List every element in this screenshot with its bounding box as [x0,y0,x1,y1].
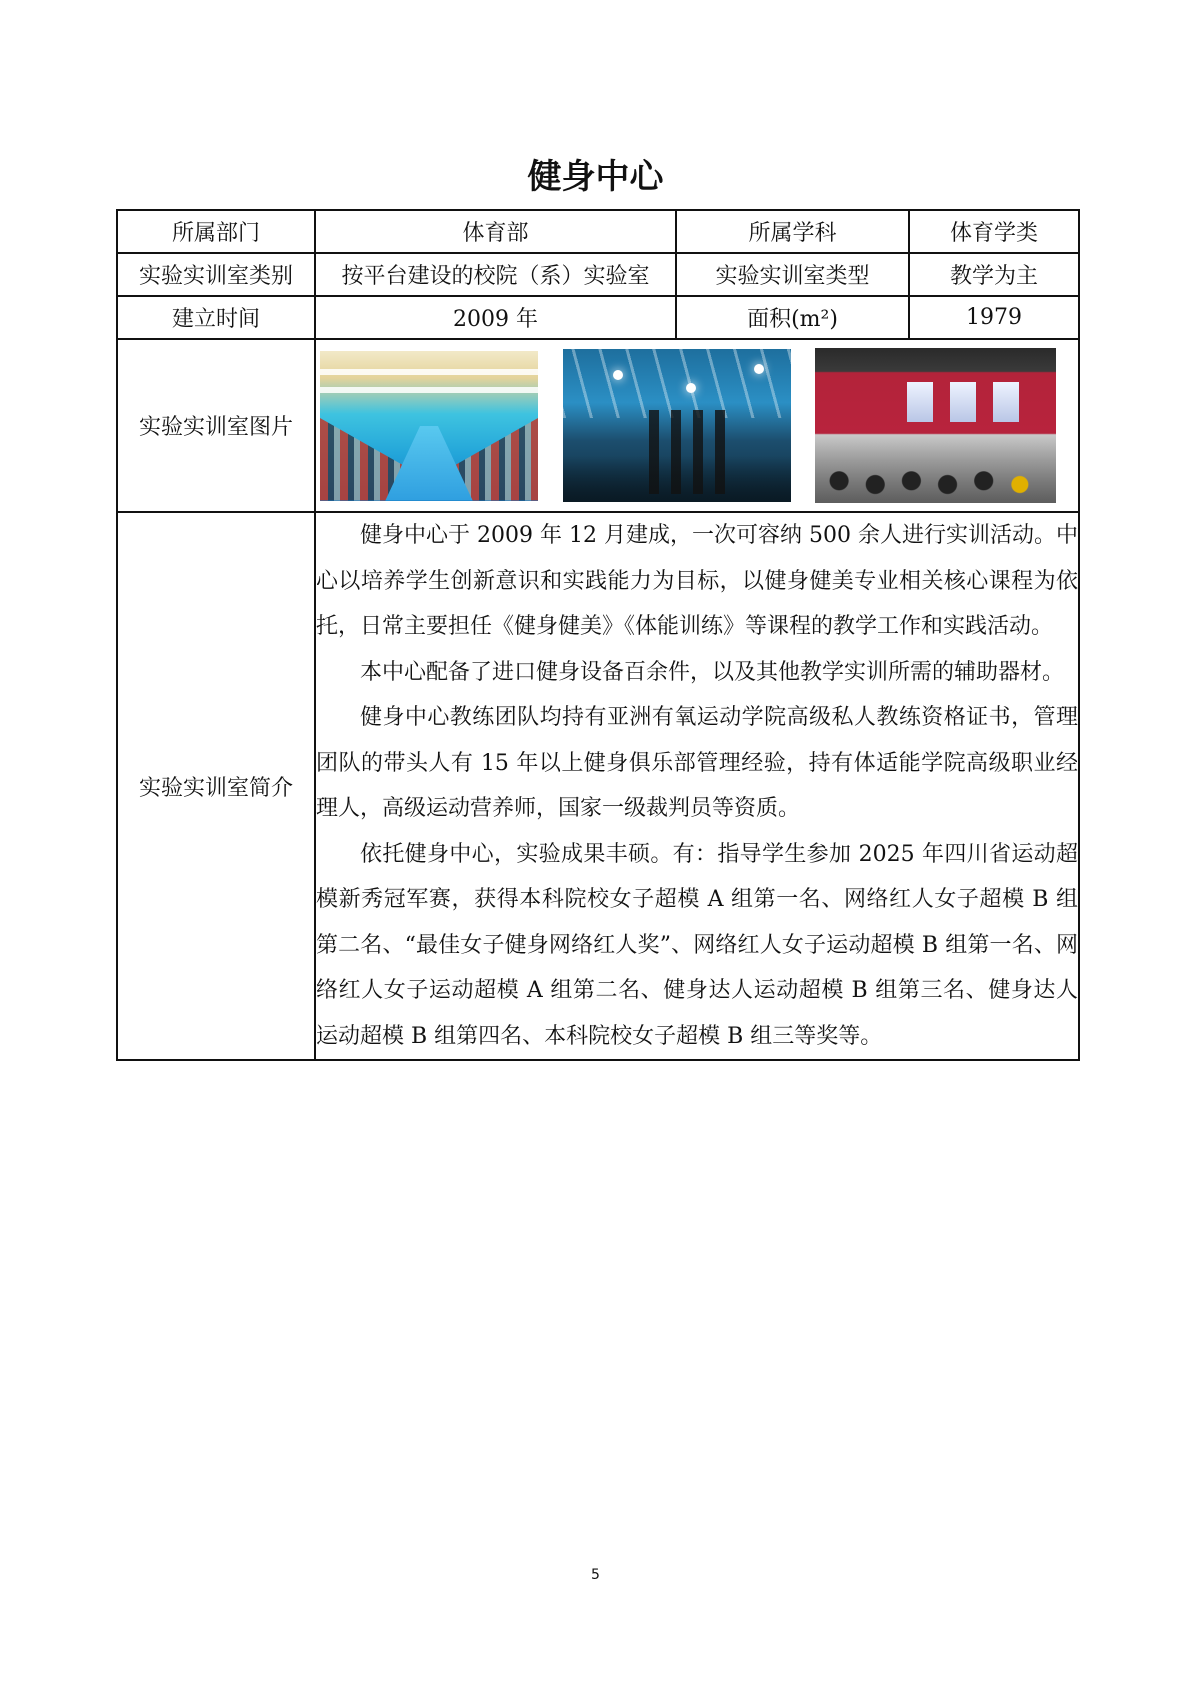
intro-label: 实验实训室简介 [117,512,315,1060]
area-value: 1979 [909,296,1079,339]
category-value: 按平台建设的校院（系）实验室 [315,253,676,296]
department-label: 所属部门 [117,210,315,253]
page-number: 5 [591,1567,600,1583]
established-label: 建立时间 [117,296,315,339]
type-label: 实验实训室类型 [676,253,909,296]
discipline-label: 所属学科 [676,210,909,253]
discipline-value: 体育学类 [909,210,1079,253]
gym-photo-3 [815,348,1056,503]
intro-paragraph: 依托健身中心，实验成果丰硕。有：指导学生参加 2025 年四川省运动超模新秀冠军赛，获得本科院校女子超模 A 组第一名、网络红人女子超模 B 组第二名、“最佳女子健身网络红人奖”、网络红人女子运动超模 B 组第一名、网络红人女子运动超模 A 组第二名、健身达人运动超模 B 组第三名、健身达人运动超模 B 组第四名、本科院校女子超模 B 组三等奖等。 [316,841,1078,1049]
intro-paragraph: 健身中心于 2009 年 12 月建成，一次可容纳 500 余人进行实训活动。中心以培养学生创新意识和实践能力为目标，以健身健美专业相关核心课程为依托，日常主要担任《健身健美》《体能训练》等课程的教学工作和实践活动。 [316,523,1078,639]
department-value: 体育部 [315,210,676,253]
area-label: 面积(m²) [676,296,909,339]
type-value: 教学为主 [909,253,1079,296]
gym-photo-2 [563,349,791,502]
table-row [117,210,1079,253]
photo-gallery [316,340,1078,511]
established-value: 2009 年 [315,296,676,339]
intro-paragraph: 本中心配备了进口健身设备百余件，以及其他教学实训所需的辅助器材。 [360,659,1065,685]
photos-label: 实验实训室图片 [117,339,315,512]
intro-cell [315,512,1079,1060]
table-row [117,253,1079,296]
table-row [117,512,1079,1060]
intro-paragraph: 健身中心教练团队均持有亚洲有氧运动学院高级私人教练资格证书，管理团队的带头人有 15 年以上健身俱乐部管理经验，持有体适能学院高级职业经理人，高级运动营养师，国家一级裁判员等资质。 [316,705,1078,821]
gym-photo-1 [320,351,538,501]
page-title: 健身中心 [527,157,664,197]
photos-cell [315,339,1079,512]
category-label: 实验实训室类别 [117,253,315,296]
table-row [117,296,1079,339]
lab-info-table [116,209,1080,1061]
table-row [117,339,1079,512]
